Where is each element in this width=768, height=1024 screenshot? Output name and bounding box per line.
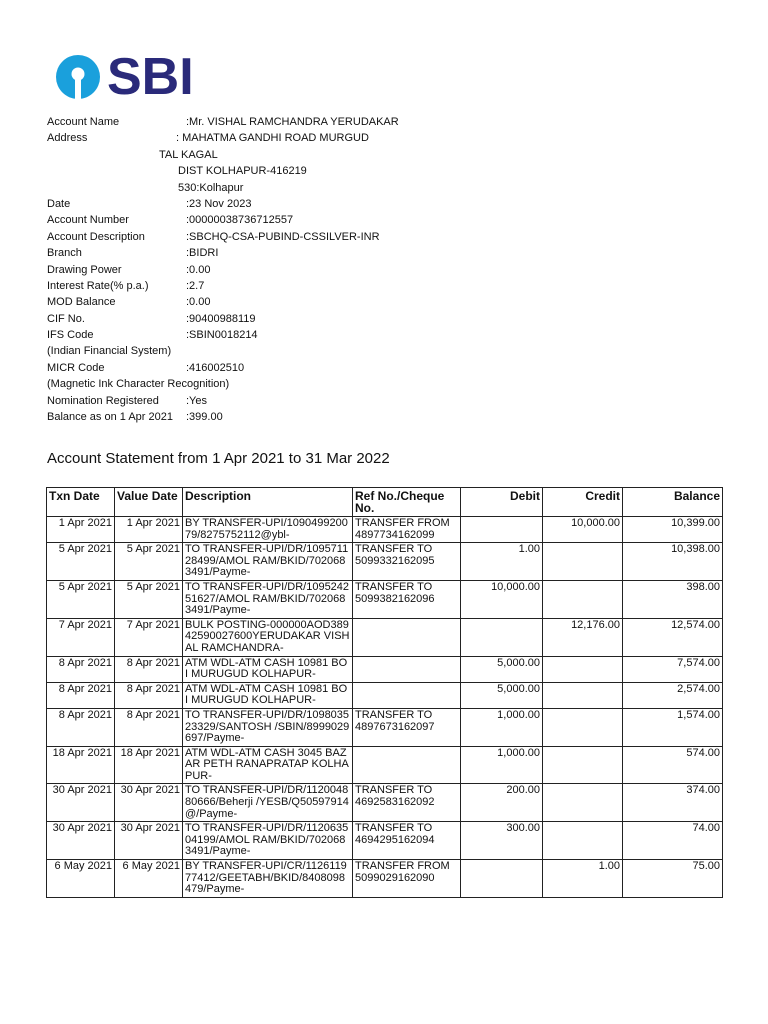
value-date-cell: 5 Apr 2021 [115, 580, 183, 618]
debit-cell [461, 517, 543, 543]
description-cell: BY TRANSFER-UPI/CR/112611977412/GEETABH/BKID/8408098479/Payme- [183, 860, 353, 898]
debit-cell [461, 860, 543, 898]
address-label: Address [47, 132, 88, 145]
balance-cell: 10,398.00 [623, 543, 723, 581]
table-row [47, 543, 723, 581]
description-cell: TO TRANSFER-UPI/DR/112063504199/AMOL RAM/BKID/7020683491/Payme- [183, 822, 353, 860]
field-value: :416002510 [186, 361, 245, 374]
field-label: Nomination Registered [47, 394, 159, 407]
debit-cell: 5,000.00 [461, 656, 543, 682]
txn-date-cell: 18 Apr 2021 [47, 746, 115, 784]
field-label: Account Description [47, 230, 145, 243]
credit-cell [543, 746, 623, 784]
txn-date-cell: 8 Apr 2021 [47, 708, 115, 746]
txn-date-cell: 30 Apr 2021 [47, 784, 115, 822]
txn-date-cell: 5 Apr 2021 [47, 580, 115, 618]
debit-cell [461, 618, 543, 656]
description-cell: TO TRANSFER-UPI/DR/109803523329/SANTOSH /SBIN/8999029697/Payme- [183, 708, 353, 746]
debit-cell: 200.00 [461, 784, 543, 822]
field-label: Balance as on 1 Apr 2021 [47, 411, 173, 424]
description-cell: ATM WDL-ATM CASH 10981 BOI MURUGUD KOLHAPUR- [183, 682, 353, 708]
value-date-cell: 7 Apr 2021 [115, 618, 183, 656]
txn-date-cell: 1 Apr 2021 [47, 517, 115, 543]
ref-no-cell: TRANSFER TO 4692583162092 [353, 784, 461, 822]
field-value: :SBCHQ-CSA-PUBIND-CSSILVER-INR [186, 230, 380, 243]
value-date-cell: 30 Apr 2021 [115, 784, 183, 822]
credit-cell: 1.00 [543, 860, 623, 898]
header-debit: Debit [461, 488, 543, 517]
ref-no-cell [353, 656, 461, 682]
value-date-cell: 8 Apr 2021 [115, 682, 183, 708]
value-date-cell: 30 Apr 2021 [115, 822, 183, 860]
debit-cell: 300.00 [461, 822, 543, 860]
description-cell: TO TRANSFER-UPI/DR/109524251627/AMOL RAM/BKID/7020683491/Payme- [183, 580, 353, 618]
credit-cell: 10,000.00 [543, 517, 623, 543]
balance-cell: 10,399.00 [623, 517, 723, 543]
field-label: (Indian Financial System) [47, 345, 172, 358]
txn-date-cell: 6 May 2021 [47, 860, 115, 898]
sbi-logo [55, 48, 194, 106]
table-row [47, 656, 723, 682]
ref-no-cell: TRANSFER TO 5099332162095 [353, 543, 461, 581]
table-row [47, 682, 723, 708]
sbi-keyhole-icon [55, 54, 101, 100]
txn-date-cell: 7 Apr 2021 [47, 618, 115, 656]
field-label: MICR Code [47, 361, 105, 374]
debit-cell: 5,000.00 [461, 682, 543, 708]
txn-date-cell: 8 Apr 2021 [47, 656, 115, 682]
ref-no-cell: TRANSFER TO 4897673162097 [353, 708, 461, 746]
balance-cell: 12,574.00 [623, 618, 723, 656]
account-name-value: :Mr. VISHAL RAMCHANDRA YERUDAKAR [186, 116, 399, 128]
description-cell: TO TRANSFER-UPI/DR/109571128499/AMOL RAM/BKID/7020683491/Payme- [183, 543, 353, 581]
balance-cell: 1,574.00 [623, 708, 723, 746]
credit-cell [543, 580, 623, 618]
ref-no-cell: TRANSFER FROM 5099029162090 [353, 860, 461, 898]
field-value: :23 Nov 2023 [186, 197, 252, 210]
debit-cell: 1,000.00 [461, 746, 543, 784]
value-date-cell: 8 Apr 2021 [115, 656, 183, 682]
field-label: IFS Code [47, 329, 94, 342]
table-row [47, 746, 723, 784]
debit-cell: 10,000.00 [461, 580, 543, 618]
statement-title: Account Statement from 1 Apr 2021 to 31 Mar 2022 [47, 450, 390, 467]
description-cell: BULK POSTING-000000AOD38942590027600YERUDAKAR VISHAL RAMCHANDRA- [183, 618, 353, 656]
description-cell: ATM WDL-ATM CASH 10981 BOI MURUGUD KOLHAPUR- [183, 656, 353, 682]
credit-cell [543, 708, 623, 746]
table-row [47, 784, 723, 822]
balance-cell: 75.00 [623, 860, 723, 898]
ref-no-cell: TRANSFER TO 4694295162094 [353, 822, 461, 860]
field-value: :0.00 [186, 296, 211, 309]
field-label: (Magnetic Ink Character Recognition) [47, 378, 230, 391]
table-row [47, 618, 723, 656]
logo-text: SBI [107, 48, 194, 106]
table-row [47, 860, 723, 898]
field-label: Date [47, 197, 71, 210]
field-value: :00000038736712557 [186, 214, 294, 227]
debit-cell: 1,000.00 [461, 708, 543, 746]
table-body [47, 517, 723, 898]
txn-date-cell: 5 Apr 2021 [47, 543, 115, 581]
table-row [47, 708, 723, 746]
credit-cell [543, 822, 623, 860]
field-value: :Yes [186, 394, 208, 407]
field-label: Drawing Power [47, 263, 122, 276]
table-row [47, 822, 723, 860]
credit-cell: 12,176.00 [543, 618, 623, 656]
value-date-cell: 5 Apr 2021 [115, 543, 183, 581]
field-value: :399.00 [186, 411, 223, 424]
balance-cell: 374.00 [623, 784, 723, 822]
balance-cell: 2,574.00 [623, 682, 723, 708]
credit-cell [543, 682, 623, 708]
transactions-table [46, 487, 723, 898]
credit-cell [543, 543, 623, 581]
description-cell: TO TRANSFER-UPI/DR/112004880666/Beherji /YESB/Q50597914@/Payme- [183, 784, 353, 822]
address-line: DIST KOLHAPUR-416219 [178, 165, 307, 178]
txn-date-cell: 30 Apr 2021 [47, 822, 115, 860]
field-value: :0.00 [186, 263, 211, 276]
field-label: CIF No. [47, 312, 85, 325]
header-txn-date: Txn Date [47, 488, 115, 517]
header-credit: Credit [543, 488, 623, 517]
ref-no-cell [353, 682, 461, 708]
ref-no-cell: TRANSFER FROM 4897734162099 [353, 517, 461, 543]
header-ref-no: Ref No./Cheque No. [353, 488, 461, 517]
value-date-cell: 1 Apr 2021 [115, 517, 183, 543]
field-value: :SBIN0018214 [186, 329, 258, 342]
txn-date-cell: 8 Apr 2021 [47, 682, 115, 708]
header-description: Description [183, 488, 353, 517]
field-value: :2.7 [186, 279, 205, 292]
description-cell: BY TRANSFER-UPI/109049920079/8275752112@ybl- [183, 517, 353, 543]
field-label: Interest Rate(% p.a.) [47, 279, 149, 292]
address-line: TAL KAGAL [159, 148, 218, 161]
value-date-cell: 18 Apr 2021 [115, 746, 183, 784]
field-label: Branch [47, 247, 82, 260]
ref-no-cell [353, 746, 461, 784]
header-value-date: Value Date [115, 488, 183, 517]
field-label: Account Number [47, 214, 129, 227]
field-label: MOD Balance [47, 296, 116, 309]
account-name-label: Account Name [47, 116, 120, 128]
description-cell: ATM WDL-ATM CASH 3045 BAZAR PETH RANAPRATAP KOLHAPUR- [183, 746, 353, 784]
balance-cell: 74.00 [623, 822, 723, 860]
table-header-row [47, 488, 723, 517]
balance-cell: 574.00 [623, 746, 723, 784]
address-line: : MAHATMA GANDHI ROAD MURGUD [176, 132, 369, 145]
field-value: :BIDRI [186, 247, 219, 260]
field-value: :90400988119 [186, 312, 256, 325]
balance-cell: 398.00 [623, 580, 723, 618]
value-date-cell: 6 May 2021 [115, 860, 183, 898]
address-line: 530:Kolhapur [178, 181, 244, 194]
balance-cell: 7,574.00 [623, 656, 723, 682]
credit-cell [543, 784, 623, 822]
table-row [47, 517, 723, 543]
ref-no-cell: TRANSFER TO 5099382162096 [353, 580, 461, 618]
table-row [47, 580, 723, 618]
value-date-cell: 8 Apr 2021 [115, 708, 183, 746]
credit-cell [543, 656, 623, 682]
debit-cell: 1.00 [461, 543, 543, 581]
ref-no-cell [353, 618, 461, 656]
header-balance: Balance [623, 488, 723, 517]
